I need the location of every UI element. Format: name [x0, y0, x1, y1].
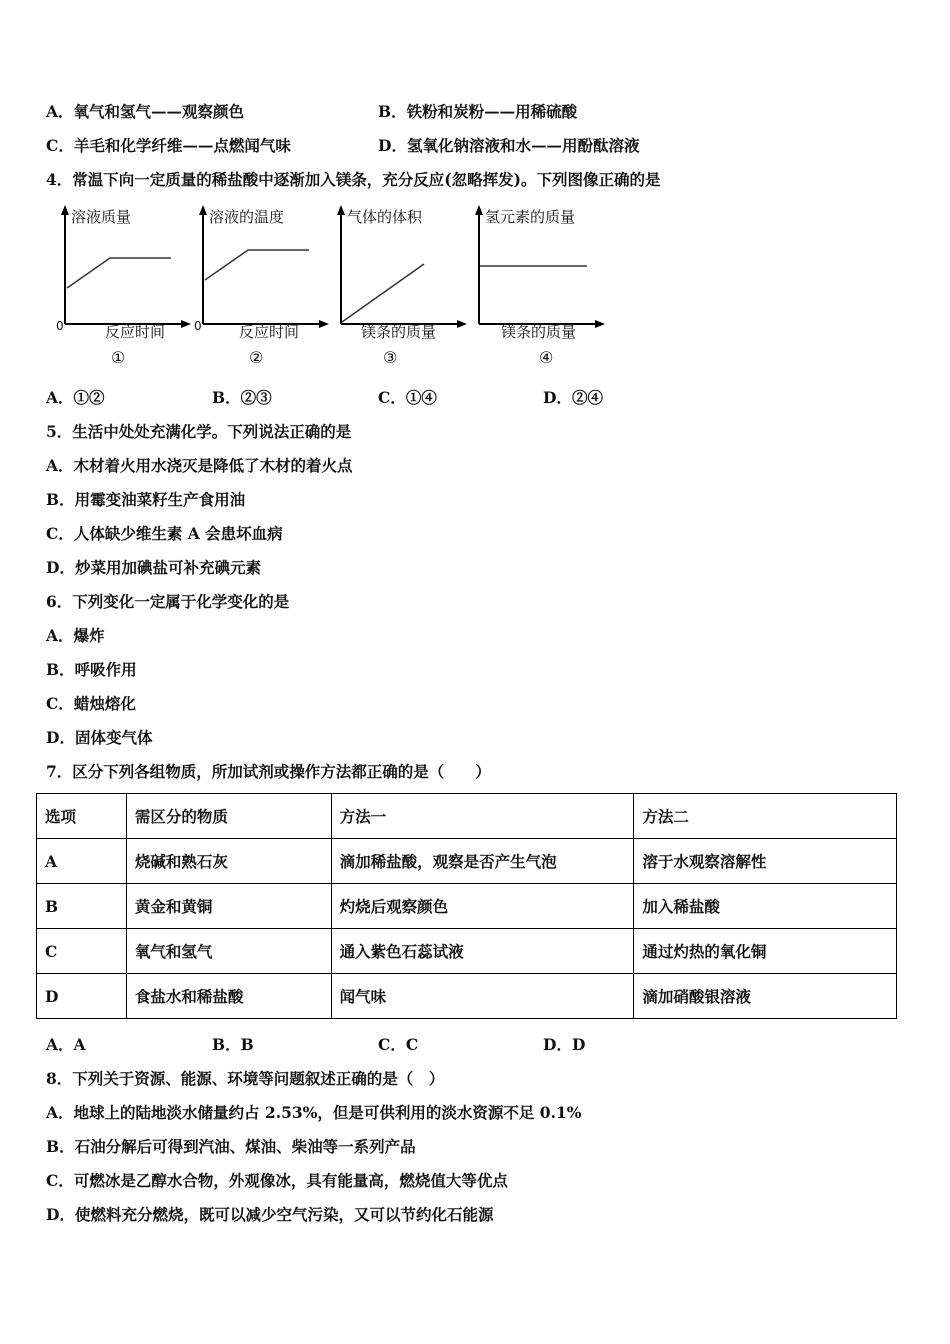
q6-option-a: A．爆炸	[46, 626, 105, 645]
graph-3-number: ③	[383, 348, 398, 367]
q7-option-c: C．C	[378, 1035, 419, 1054]
header-method-1: 方法一	[331, 794, 634, 839]
table-row	[37, 884, 897, 929]
table-cell: 溶于水观察溶解性	[634, 839, 897, 884]
graph-1-xlabel: 反应时间	[105, 323, 166, 341]
q6-option-b: B．呼吸作用	[46, 660, 137, 679]
graph-1-axes	[55, 202, 195, 372]
table-row	[37, 839, 897, 884]
graph-1-number: ①	[111, 348, 126, 367]
q4-graph-1	[55, 202, 195, 372]
graph-4-ylabel: 氢元素的质量	[485, 208, 576, 226]
q5-option-a: A．木材着火用水浇灭是降低了木材的着火点	[46, 456, 353, 475]
table-cell: A	[37, 839, 127, 884]
table-cell: 通入紫色石蕊试液	[331, 929, 634, 974]
graph-2-curve	[205, 250, 309, 280]
q8-option-a: A．地球上的陆地淡水储量约占 2.53%，但是可供利用的淡水资源不足 0.1%	[46, 1103, 582, 1122]
table-row	[37, 974, 897, 1019]
graph-2-ylabel: 溶液的温度	[209, 208, 285, 226]
graph-3-axes	[331, 202, 471, 372]
table-cell: 灼烧后观察颜色	[331, 884, 634, 929]
q5-option-b: B．用霉变油菜籽生产食用油	[46, 490, 246, 509]
q4-option-c: C．①④	[378, 388, 437, 407]
q5-option-c: C．人体缺少维生素 A 会患坏血病	[46, 524, 283, 543]
graph-2-origin: 0	[194, 319, 202, 333]
q3-option-c: C．羊毛和化学纤维——点燃闻气味	[46, 136, 291, 155]
q3-option-b: B．铁粉和炭粉——用稀硫酸	[378, 102, 578, 121]
graph-3-ylabel: 气体的体积	[347, 208, 423, 226]
q6-option-c: C．蜡烛熔化	[46, 694, 136, 713]
q7-table	[36, 793, 897, 1019]
q5-option-d: D．炒菜用加碘盐可补充碘元素	[46, 558, 261, 577]
table-cell: 通过灼热的氧化铜	[634, 929, 897, 974]
table-header-row	[37, 794, 897, 839]
graph-3-curve	[342, 264, 424, 322]
header-substances: 需区分的物质	[126, 794, 331, 839]
q5-stem: 5．生活中处处充满化学。下列说法正确的是	[46, 422, 352, 441]
table-cell: C	[37, 929, 127, 974]
graph-4-number: ④	[539, 348, 554, 367]
graph-2-number: ②	[249, 348, 264, 367]
q8-option-c: C．可燃冰是乙醇水合物，外观像冰，具有能量高，燃烧值大等优点	[46, 1171, 508, 1190]
table-cell: 烧碱和熟石灰	[126, 839, 331, 884]
q6-stem: 6．下列变化一定属于化学变化的是	[46, 592, 290, 611]
q4-option-b: B．②③	[212, 388, 272, 407]
q7-option-d: D．D	[543, 1035, 586, 1054]
q7-option-b: B．B	[212, 1035, 254, 1054]
table-cell: D	[37, 974, 127, 1019]
q4-option-d: D．②④	[543, 388, 603, 407]
graph-1-curve	[67, 258, 171, 288]
graph-2-xlabel: 反应时间	[239, 323, 300, 341]
q8-stem: 8．下列关于资源、能源、环境等问题叙述正确的是（ ）	[46, 1069, 445, 1088]
q3-option-d: D．氢氧化钠溶液和水——用酚酞溶液	[378, 136, 640, 155]
table-cell: 黄金和黄铜	[126, 884, 331, 929]
q7-stem: 7．区分下列各组物质，所加试剂或操作方法都正确的是（ ）	[46, 762, 491, 781]
graph-1-ylabel: 溶液质量	[71, 208, 132, 226]
table-cell: 加入稀盐酸	[634, 884, 897, 929]
table-cell: B	[37, 884, 127, 929]
q4-stem: 4．常温下向一定质量的稀盐酸中逐渐加入镁条，充分反应(忽略挥发)。下列图像正确的是	[46, 170, 661, 189]
graph-2-axes	[193, 202, 333, 372]
q4-option-a: A．①②	[46, 388, 105, 407]
table-cell: 闻气味	[331, 974, 634, 1019]
q4-graph-2	[193, 202, 333, 372]
q4-graph-4	[469, 202, 609, 372]
table-cell: 氧气和氢气	[126, 929, 331, 974]
graph-1-origin: 0	[56, 319, 64, 333]
q8-option-d: D．使燃料充分燃烧，既可以减少空气污染，又可以节约化石能源	[46, 1205, 494, 1224]
table-row	[37, 929, 897, 974]
graph-4-axes	[469, 202, 609, 372]
q4-graph-3	[331, 202, 471, 372]
graph-3-xlabel: 镁条的质量	[361, 323, 437, 341]
header-method-2: 方法二	[634, 794, 897, 839]
q8-option-b: B．石油分解后可得到汽油、煤油、柴油等一系列产品	[46, 1137, 416, 1156]
header-option: 选项	[37, 794, 127, 839]
graph-4-xlabel: 镁条的质量	[501, 323, 577, 341]
table-cell: 滴加稀盐酸，观察是否产生气泡	[331, 839, 634, 884]
q6-option-d: D．固体变气体	[46, 728, 153, 747]
table-cell: 食盐水和稀盐酸	[126, 974, 331, 1019]
table-cell: 滴加硝酸银溶液	[634, 974, 897, 1019]
q3-option-a: A．氧气和氢气——观察颜色	[46, 102, 245, 121]
q7-option-a: A．A	[46, 1035, 86, 1054]
